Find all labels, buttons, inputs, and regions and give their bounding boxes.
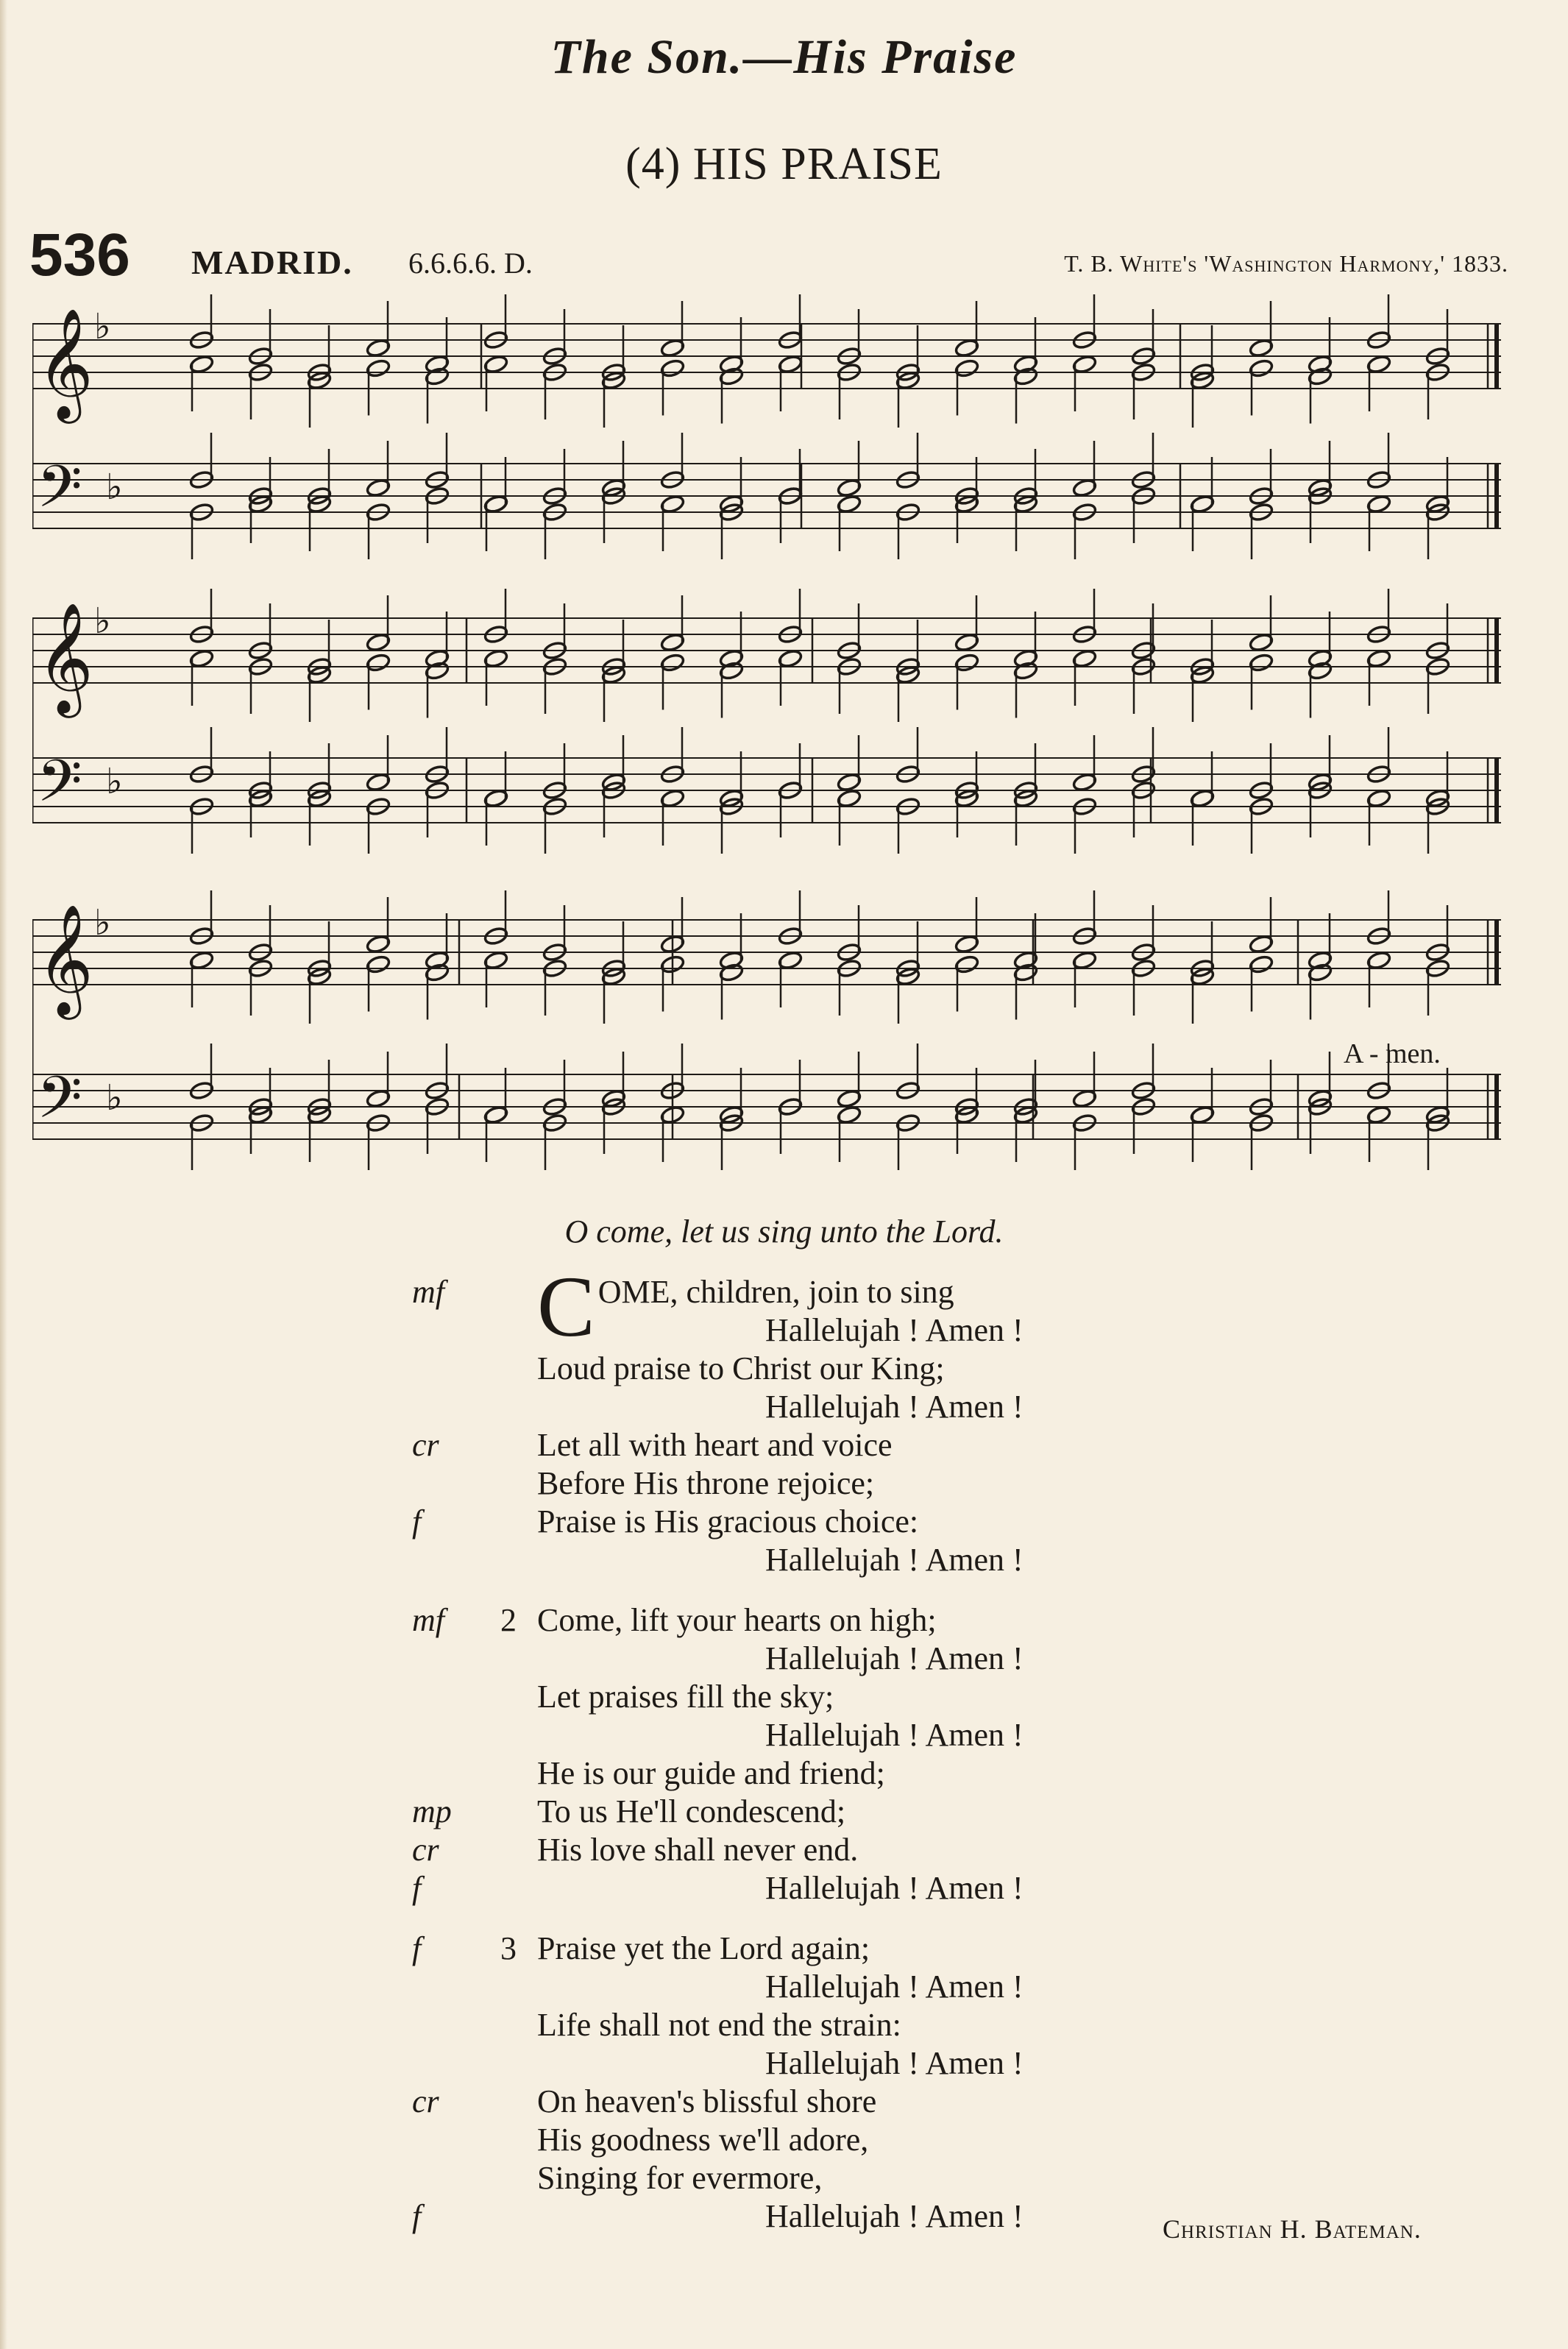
music-notation-3 <box>32 890 1501 1177</box>
verse-line <box>0 1754 1568 1793</box>
refrain-line <box>0 2044 1568 2083</box>
verse-line <box>0 1793 1568 1831</box>
verse-line <box>0 2006 1568 2044</box>
verse-line <box>0 1930 1568 1968</box>
line-text: Hallelujah ! Amen ! <box>765 1389 1024 1425</box>
line-text: To us He'll condescend; <box>537 1793 846 1829</box>
refrain-line <box>0 1640 1568 1678</box>
line-text: Hallelujah ! Amen ! <box>765 2198 1024 2234</box>
refrain-line <box>0 1968 1568 2006</box>
scripture-verse: O come, let us sing unto the Lord. <box>564 1214 1004 1250</box>
line-text: Hallelujah ! Amen ! <box>765 1312 1024 1348</box>
bass-clef-icon: 𝄢 <box>37 747 82 829</box>
verse-line <box>0 1350 1568 1388</box>
dynamic-mark: f <box>412 1503 422 1540</box>
amen-label: A - men. <box>1344 1038 1441 1069</box>
line-text: Let praises fill the sky; <box>537 1679 834 1715</box>
dynamic-mark: cr <box>412 2083 439 2119</box>
dynamic-mark: f <box>412 1870 422 1906</box>
hymn-number: 536 <box>29 222 130 288</box>
music-notation-2 <box>32 589 1501 861</box>
line-text: Hallelujah ! Amen ! <box>765 1870 1024 1906</box>
line-text: Praise yet the Lord again; <box>537 1930 870 1966</box>
dynamic-mark: cr <box>412 1427 439 1463</box>
tune-source: T. B. White's 'Washington Harmony,' 1833. <box>1064 250 1508 277</box>
music-notation-1 <box>32 294 1501 567</box>
line-text: Before His throne rejoice; <box>537 1465 875 1501</box>
line-text: His love shall never end. <box>537 1832 859 1868</box>
stanza-number: 3 <box>500 1930 517 1966</box>
verse-line <box>0 2083 1568 2121</box>
refrain-line <box>0 1541 1568 1579</box>
line-text: Hallelujah ! Amen ! <box>765 1717 1024 1753</box>
author: Christian H. Bateman. <box>1163 2214 1422 2244</box>
treble-clef-icon: 𝄞 <box>37 903 93 1015</box>
refrain-line <box>0 1869 1568 1907</box>
section-title: (4) HIS PRAISE <box>625 139 943 189</box>
line-text: His goodness we'll adore, <box>537 2122 869 2158</box>
line-text: Come, lift your hearts on high; <box>537 1602 937 1638</box>
refrain-line <box>0 1716 1568 1754</box>
dynamic-mark: f <box>412 2198 422 2234</box>
dynamic-mark: mp <box>412 1793 452 1829</box>
line-text: Let all with heart and voice <box>537 1427 893 1463</box>
flat-key-signature: ♭ <box>106 467 123 508</box>
verse-line <box>0 1601 1568 1640</box>
verse-line <box>0 1678 1568 1716</box>
flat-key-signature: ♭ <box>94 600 111 642</box>
flat-key-signature: ♭ <box>106 761 123 802</box>
line-text: Praise is His gracious choice: <box>537 1503 919 1540</box>
meter: 6.6.6.6. D. <box>408 247 533 280</box>
verse-line <box>0 2159 1568 2197</box>
music-system-3 <box>32 890 1501 1177</box>
line-text: Hallelujah ! Amen ! <box>765 2045 1024 2081</box>
bass-clef-icon: 𝄢 <box>37 453 82 535</box>
verse-line <box>0 1426 1568 1464</box>
music-system-1 <box>32 294 1501 567</box>
line-text: Loud praise to Christ our King; <box>537 1350 945 1386</box>
line-text: Hallelujah ! Amen ! <box>765 1969 1024 2005</box>
stanza-number: 2 <box>500 1602 517 1638</box>
flat-key-signature: ♭ <box>94 306 111 347</box>
music-system-2 <box>32 589 1501 861</box>
verse-line <box>0 1464 1568 1503</box>
dynamic-mark: mf <box>412 1274 444 1310</box>
treble-clef-icon: 𝄞 <box>37 601 93 713</box>
flat-key-signature: ♭ <box>94 902 111 943</box>
flat-key-signature: ♭ <box>106 1077 123 1119</box>
line-text: He is our guide and friend; <box>537 1755 885 1791</box>
dynamic-mark: f <box>412 1930 422 1966</box>
dynamic-mark: cr <box>412 1832 439 1868</box>
verse-line <box>0 1503 1568 1541</box>
line-text: Hallelujah ! Amen ! <box>765 1542 1024 1578</box>
verse-line <box>0 2121 1568 2159</box>
stanza <box>0 1930 1568 2236</box>
stanza <box>0 1601 1568 1907</box>
line-text: OME, children, join to sing <box>597 1274 954 1310</box>
line-text: On heaven's blissful shore <box>537 2083 877 2119</box>
running-head: The Son.—His Praise <box>550 30 1018 84</box>
treble-clef-icon: 𝄞 <box>37 307 93 419</box>
line-text: Life shall not end the strain: <box>537 2007 901 2043</box>
line-text: Hallelujah ! Amen ! <box>765 1640 1024 1676</box>
dynamic-mark: mf <box>412 1602 444 1638</box>
refrain-line <box>0 1388 1568 1426</box>
refrain-line <box>0 1311 1568 1350</box>
hymn-text <box>0 1258 1568 2258</box>
tune-name: MADRID. <box>191 244 353 281</box>
drop-cap: C <box>537 1258 595 1355</box>
hymn-header <box>29 221 1508 287</box>
verse-line <box>0 1831 1568 1869</box>
bass-clef-icon: 𝄢 <box>37 1063 82 1146</box>
stanza <box>0 1258 1568 1579</box>
line-text: Singing for evermore, <box>537 2160 823 2196</box>
